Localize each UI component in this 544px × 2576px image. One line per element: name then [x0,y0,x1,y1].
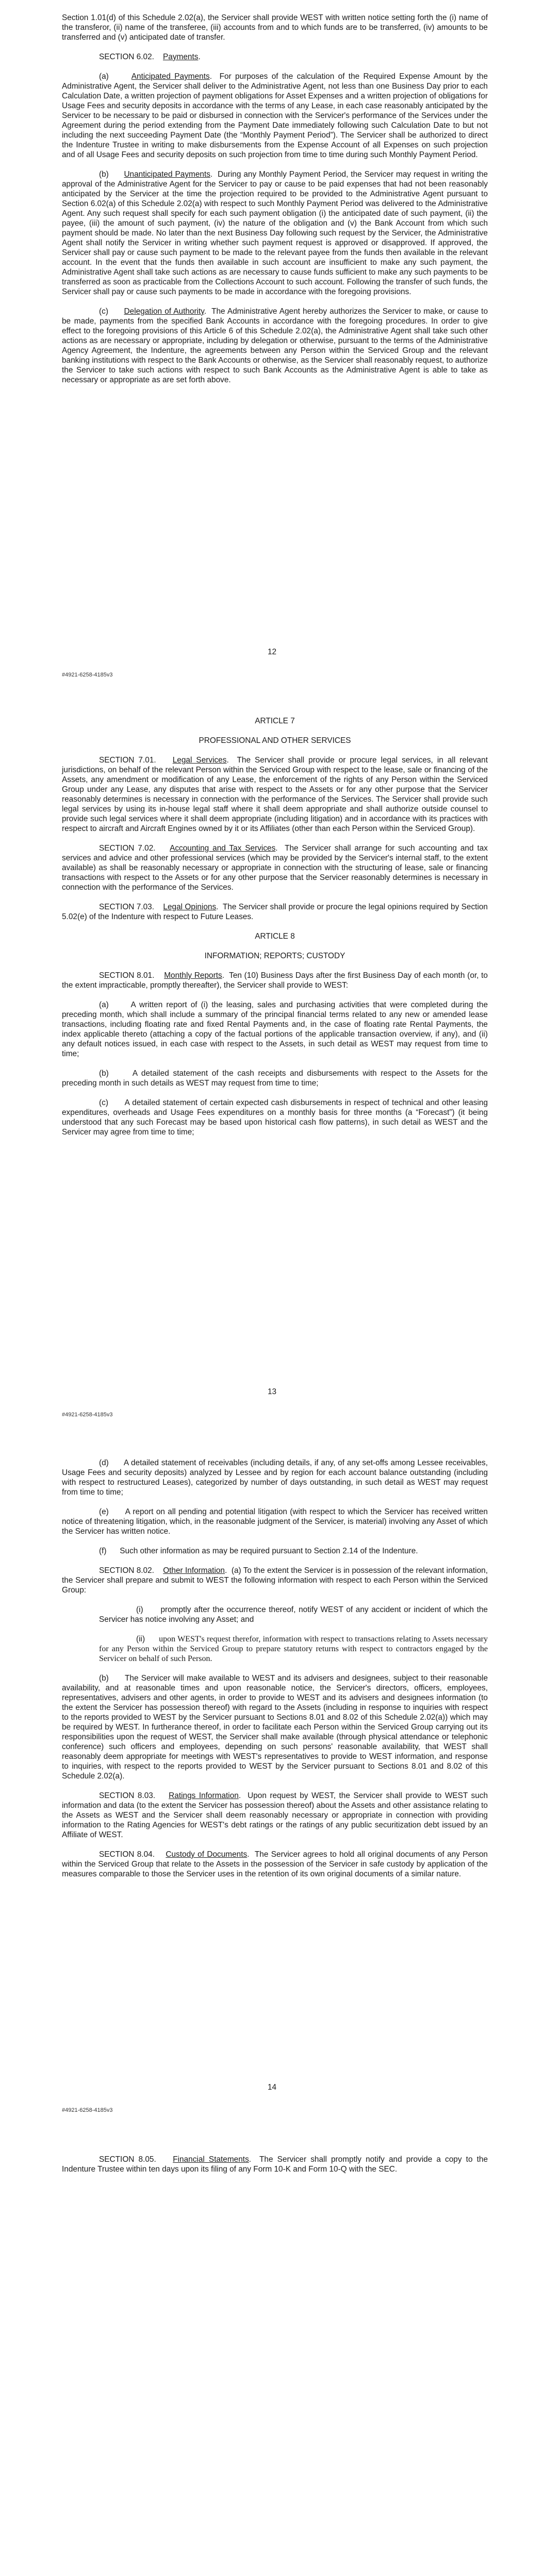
other-information-item-ii: (ii) upon WEST's request therefor, information with respect to transactions relating to Assets necessary for any Person within the Serviced Group to prepare statutory returns with respect to contractors engaged by the Servicer on behalf of such Person. [99,1635,488,1663]
other-information-item-i: (i) promptly after the occurrence thereof, notify WEST of any accident or incident of which the Servicer has notice involving any Asset; and [99,1605,488,1624]
monthly-report-item-c: (c) A detailed statement of certain expected cash disbursements in respect of technical and other leasing expenditures, overheads and Usage Fees expenditures on a monthly basis for three months (a “Forecast”) (it being understood that any such Forecast may be based upon historical cash flow patterns), in such detail as WEST and the Servicer may agree from time to time; [62,1098,488,1137]
other-information-item-b: (b) The Servicer will make available to WEST and its advisers and designees, subject to their reasonable availability, and at reasonable times and upon reasonable notice, the Servicer's directors, officers, employees, representatives, advisers and other agents, in order to provide to WEST and its advisers and designees information (to the extent the Servicer has possession thereof) with regard to the Assets (including in response to inquiries with respect to the reports provided to WEST by the Servicer pursuant to Sections 8.01 and 8.02 of this Schedule 2.02(a)) which may be required by WEST. In furtherance thereof, in order to facilitate each Person within the Serviced Group carrying out its responsibilities upon the request of WEST, the Servicer shall make available (through physical attendance or telephonic conference) such officers and employees, depending on such persons' reasonable availability, that WEST shall reasonably deem appropriate for meetings with WEST's representatives to provide to WEST information, and response to inquiries, with respect to the reports provided to WEST by the Servicer pursuant to Sections 8.01 and 8.02 of this Schedule 2.02(a). [62,1674,488,1781]
section-7-01-paragraph: SECTION 7.01. Legal Services. The Servicer shall provide or procure legal services, in all relevant jurisdictions, on behalf of the relevant Person within the Serviced Group with respect to the lease, sale or financing of the Assets, any amendment or modification of any Lease, the enforcement of the rights of any Person within the Serviced Group under any Lease, any disputes that arise with respect to the Assets or for any other purpose that the Servicer reasonably determines is necessary in connection with the performance of the Services. The Servicer shall provide such legal services by using its in-house legal staff where it shall deem appropriate and shall authorize outside counsel to provide such legal services where it shall deem appropriate (including litigation) and in accordance with its practices with respect to aircraft and Aircraft Engines owned by it or its Affiliates (other than each Person within the Serviced Group). [62,756,488,833]
section-8-05-paragraph: SECTION 8.05. Financial Statements. The Servicer shall promptly notify and provide a copy to the Indenture Trustee within ten days upon its filing of any Form 10-K and Form 10-Q with the SEC. [62,2155,488,2174]
unanticipated-payments-paragraph: (b) Unanticipated Payments. During any Monthly Payment Period, the Servicer may request in writing the approval of the Administrative Agent for the Servicer to pay or cause to be paid expenses that had not been reasonably anticipated by the Servicer at the time the projection required to be provided to the Administrative Agent pursuant to Section 6.02(a) of this Schedule 2.02(a) with respect to such Monthly Payment Period was delivered to the Administrative Agent. Any such request shall specify for each such payment obligation (i) the anticipated date of such payment, (ii) the payee, (iii) the amount of such payment, (iv) the nature of the obligation and (v) the Bank Account from which such payment should be made. No later than the next Business Day following such request by the Servicer, the Administrative Agent shall notify the Servicer in writing whether such payment request is approved or disapproved. If approved, the Servicer shall pay or cause such payment to be made to the relevant payee from the funds then available in the relevant account. In the event that the funds then available in such account are insufficient to make any such payment, the Administrative Agent shall take such actions as are necessary to cause funds sufficient to make any such payments to be transferred as soon as practicable from the Collections Account to such account. Following the transfer of such funds, the Servicer shall pay or cause such payments to be made in accordance with the foregoing provisions. [62,170,488,296]
section-7-02-paragraph: SECTION 7.02. Accounting and Tax Services. The Servicer shall arrange for such accounting and tax services and advice and other professional services (which may be provided by the Servicer's internal staff, to the extent available) as shall be reasonably necessary or appropriate in connection with the structuring of lease, sale or financing transactions with respect to the Assets or for any other purpose that the Servicer reasonably determines is necessary in connection with the performance of the Services. [62,844,488,892]
section-8-01-paragraph: SECTION 8.01. Monthly Reports. Ten (10) Business Days after the first Business Day of each month (or, to the extent impracticable, promptly thereafter), the Servicer shall provide to WEST: [62,971,488,990]
article-7-heading: ARTICLE 7 [255,717,295,725]
footer-code: #4921-6258-4185v3 [62,2107,113,2113]
section-8-04-paragraph: SECTION 8.04. Custody of Documents. The Servicer agrees to hold all original documents of any Person within the Serviced Group that relate to the Assets in the possession of the Servicer in safe custody by application of the measures comparable to those the Servicer uses in the retention of its own original documents of a similar nature. [62,1850,488,1878]
article-8-title: INFORMATION; REPORTS; CUSTODY [204,952,345,960]
section-8-03-paragraph: SECTION 8.03. Ratings Information. Upon request by WEST, the Servicer shall provide to WEST such information and data (to the extent the Servicer has possession thereof) about the Assets and other assistance relating to the Assets as WEST and the Servicer shall deem reasonably necessary or appropriate in connection with providing information to the Rating Agencies for WEST's debt ratings or the ratings of any public securitization debt issued by an Affiliate of WEST. [62,1791,488,1839]
page-number: 13 [267,1387,277,1396]
monthly-report-item-e: (e) A report on all pending and potential litigation (with respect to which the Servicer has received written notice of threatening litigation, which, in the reasonable judgment of the Servicer, is material) involving any Asset of which the Servicer has written notice. [62,1507,488,1536]
section-6-02-heading: SECTION 6.02. Payments. [99,53,201,61]
delegation-of-authority-paragraph: (c) Delegation of Authority. The Administrative Agent hereby authorizes the Servicer to make, or cause to be made, payments from the specified Bank Accounts in accordance with the foregoing procedures. In order to give effect to the foregoing provisions of this Article 6 of this Schedule 2.02(a), the Administrative Agent shall take such other actions as are necessary or appropriate, including by delegation or otherwise, pursuant to the terms of the Administrative Agency Agreement, the Indenture, the agreements between any Person within the Serviced Group and the relevant banking institutions with respect to the Bank Accounts or otherwise, as the Servicer shall reasonably request, to authorize the Servicer to take such actions with respect to such Bank Accounts as the Administrative Agent is able to take as necessary or appropriate as are set forth above. [62,307,488,384]
transfer-notice-paragraph: Section 1.01(d) of this Schedule 2.02(a), the Servicer shall provide WEST with written notice setting forth the (i) name of the transferor, (ii) name of the transferee, (iii) accounts from and to which funds are to be transferred, (iv) amounts to be transferred and (v) anticipated date of transfer. [62,13,488,42]
footer-code: #4921-6258-4185v3 [62,1412,113,1418]
article-8-heading: ARTICLE 8 [255,932,295,941]
article-7-title: PROFESSIONAL AND OTHER SERVICES [199,736,351,745]
anticipated-payments-paragraph: (a) Anticipated Payments. For purposes of the calculation of the Required Expense Amount by the Administrative Agent, the Servicer shall deliver to the Administrative Agent, not less than one Business Day prior to each Calculation Date, a written projection of payment obligations for Asset Expenses and a written projection of obligations for Usage Fees and security deposits in accordance with the terms of any Lease, in each case reasonably anticipated by the Servicer to be necessary to be paid or disbursed in connection with the Servicer's performance of the Services under the Agreement during the period extending from the Payment Date immediately following such Calculation Date to but not including the next succeeding Payment Date (the “Monthly Payment Period”). The Servicer shall be authorized to direct the Indenture Trustee in writing to make disbursements from the Expense Account of all Expenses on such projection and of all Usage Fees and security deposits on such projection from time to time during such Monthly Payment Period. [62,72,488,159]
page-number: 14 [267,2083,277,2092]
footer-code: #4921-6258-4185v3 [62,672,113,678]
section-7-03-paragraph: SECTION 7.03. Legal Opinions. The Servicer shall provide or procure the legal opinions required by Section 5.02(e) of the Indenture with respect to Future Leases. [62,903,488,921]
page-number: 12 [267,648,277,656]
monthly-report-item-b: (b) A detailed statement of the cash receipts and disbursements with respect to the Assets for the preceding month in such details as WEST may request from time to time; [62,1069,488,1088]
monthly-report-item-d: (d) A detailed statement of receivables (including details, if any, of any set-offs among Lessee receivables, Usage Fees and security deposits) analyzed by Lessee and by region for each account balance outstanding (including with respect to restructured Leases), categorized by number of days outstanding, in such detail as WEST may request from time to time; [62,1459,488,1497]
monthly-report-item-a: (a) A written report of (i) the leasing, sales and purchasing activities that were completed during the preceding month, which shall include a summary of the principal financial terms related to any new or amended lease transactions, including floating rate and fixed Rental Payments and, in the case of floating rate Rental Payments, the index applicable thereto (attaching a copy of the factual portions of the applicable transaction overview, if any), and (ii) any default notices issued, in each case with respect to the Assets, in such detail as WEST may request from time to time; [62,1001,488,1058]
section-8-02-paragraph: SECTION 8.02. Other Information. (a) To the extent the Servicer is in possession of the relevant information, the Servicer shall prepare and submit to WEST the following information with respect to each Person within the Serviced Group: [62,1566,488,1595]
monthly-report-item-f: (f) Such other information as may be required pursuant to Section 2.14 of the Indenture. [99,1547,418,1555]
